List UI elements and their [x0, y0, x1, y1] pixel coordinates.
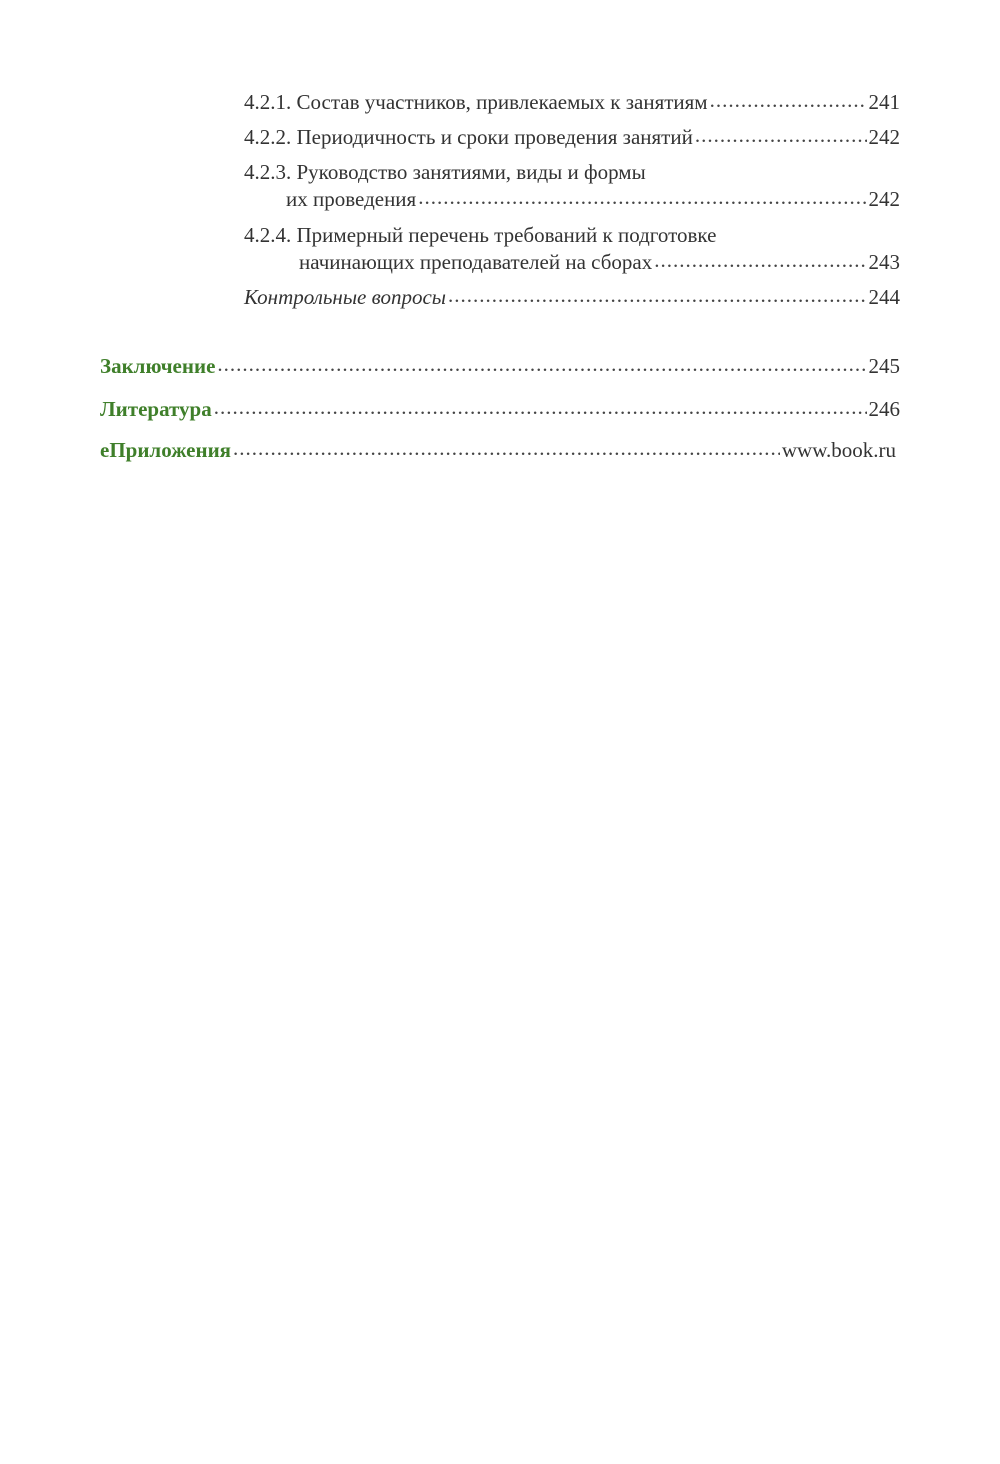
toc-leader-dots [233, 437, 780, 457]
toc-leader-dots [695, 124, 867, 144]
toc-entry-4-2-3[interactable] [244, 159, 900, 212]
toc-leader-dots [654, 249, 866, 269]
toc-entry-title: 4.2.3. Руководство занятиями, виды и формы [244, 160, 646, 184]
toc-page-number: 241 [868, 90, 900, 114]
toc-entry-4-2-2[interactable] [244, 124, 900, 150]
toc-entry-title: еПриложения [100, 438, 232, 462]
toc-entry-4-2-1[interactable] [244, 89, 900, 115]
toc-leader-dots [214, 396, 867, 416]
toc-entry-title: Заключение [100, 354, 216, 378]
toc-entry-title: 4.2.1. Состав участников, привлекаемых к занятиям [244, 90, 708, 114]
toc-leader-dots [448, 284, 866, 304]
toc-page-number: 244 [868, 285, 900, 309]
toc-entry-literature[interactable] [100, 396, 900, 422]
toc-entry-title: 4.2.2. Периодичность и сроки проведения занятий [244, 125, 693, 149]
toc-page-number: 242 [868, 125, 900, 149]
toc-entry-4-2-4[interactable] [244, 222, 900, 275]
toc-entry-title: 4.2.4. Примерный перечень требований к подготовке [244, 223, 717, 247]
toc-leader-dots [217, 353, 866, 373]
toc-entry-control-questions[interactable] [244, 284, 900, 310]
toc-entry-title-continued: начинающих преподавателей на сборах [299, 250, 653, 274]
toc-entry-conclusion[interactable] [100, 353, 900, 379]
toc-page-number: 246 [868, 397, 900, 421]
toc-leader-dots [710, 89, 867, 109]
toc-entry-e-appendices[interactable] [100, 437, 896, 463]
toc-entry-title: Контрольные вопросы [244, 285, 447, 309]
toc-page-number: www.book.ru [781, 438, 896, 462]
toc-page-number: 243 [868, 250, 900, 274]
toc-entry-title-continued: их проведения [286, 187, 417, 211]
toc-entry-title: Литература [100, 397, 212, 421]
toc-page-number: 245 [868, 354, 900, 378]
toc-page-number: 242 [868, 187, 900, 211]
toc-leader-dots [418, 186, 866, 206]
